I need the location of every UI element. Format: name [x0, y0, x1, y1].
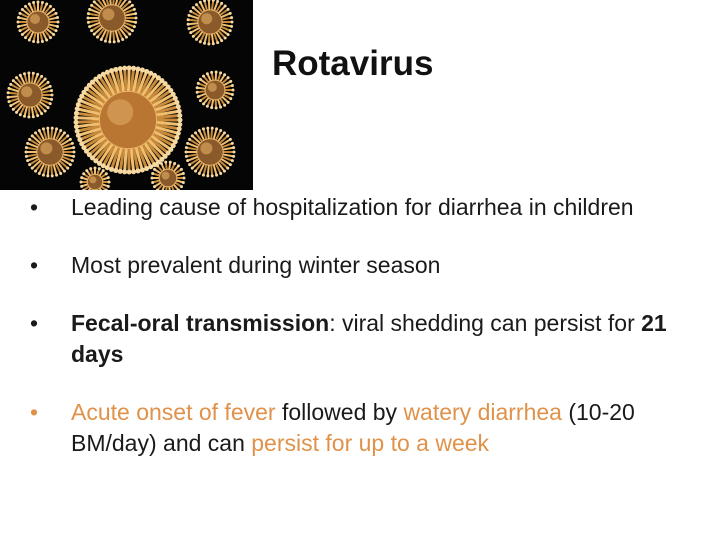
bullet-bold-term: Fecal-oral transmission [71, 310, 330, 336]
virus-particle [17, 1, 60, 44]
bullet-text: : viral shedding can persist for [329, 310, 642, 336]
virus-particle [196, 71, 235, 110]
bullet-accent-duration: persist for up to a week [251, 430, 490, 456]
bullet-dot: • [30, 399, 39, 425]
virus-particle [185, 127, 236, 178]
slide-title: Rotavirus [272, 44, 434, 83]
bullet-dot: • [30, 194, 39, 220]
bullet-item-leading-cause [30, 192, 700, 223]
virus-particle [187, 0, 234, 45]
rotavirus-image [0, 0, 253, 190]
virus-particle [7, 72, 54, 119]
bullet-item-transmission [30, 308, 700, 370]
virus-particle [87, 0, 138, 43]
bullet-text: Most prevalent during winter season [71, 252, 441, 278]
virus-particle [25, 127, 76, 178]
bullet-dot: • [30, 310, 39, 336]
bullet-text: Leading cause of hospitalization for diarrhea in children [71, 194, 634, 220]
bullet-text: followed by [275, 399, 404, 425]
virus-particle [74, 66, 183, 175]
bullet-item-symptoms [30, 397, 700, 459]
bullet-accent-diarrhea: watery diarrhea [403, 399, 562, 425]
bullet-bold-duration: 21 days [71, 310, 667, 367]
rotavirus-illustration [0, 0, 253, 190]
bullet-item-prevalence [30, 250, 700, 281]
bullet-text: (10-20 BM/day) and can [71, 399, 635, 456]
bullet-dot: • [30, 252, 39, 278]
virus-particle [80, 167, 111, 191]
bullet-list [30, 190, 700, 459]
bullet-accent-fever: Acute onset of fever [71, 399, 276, 425]
